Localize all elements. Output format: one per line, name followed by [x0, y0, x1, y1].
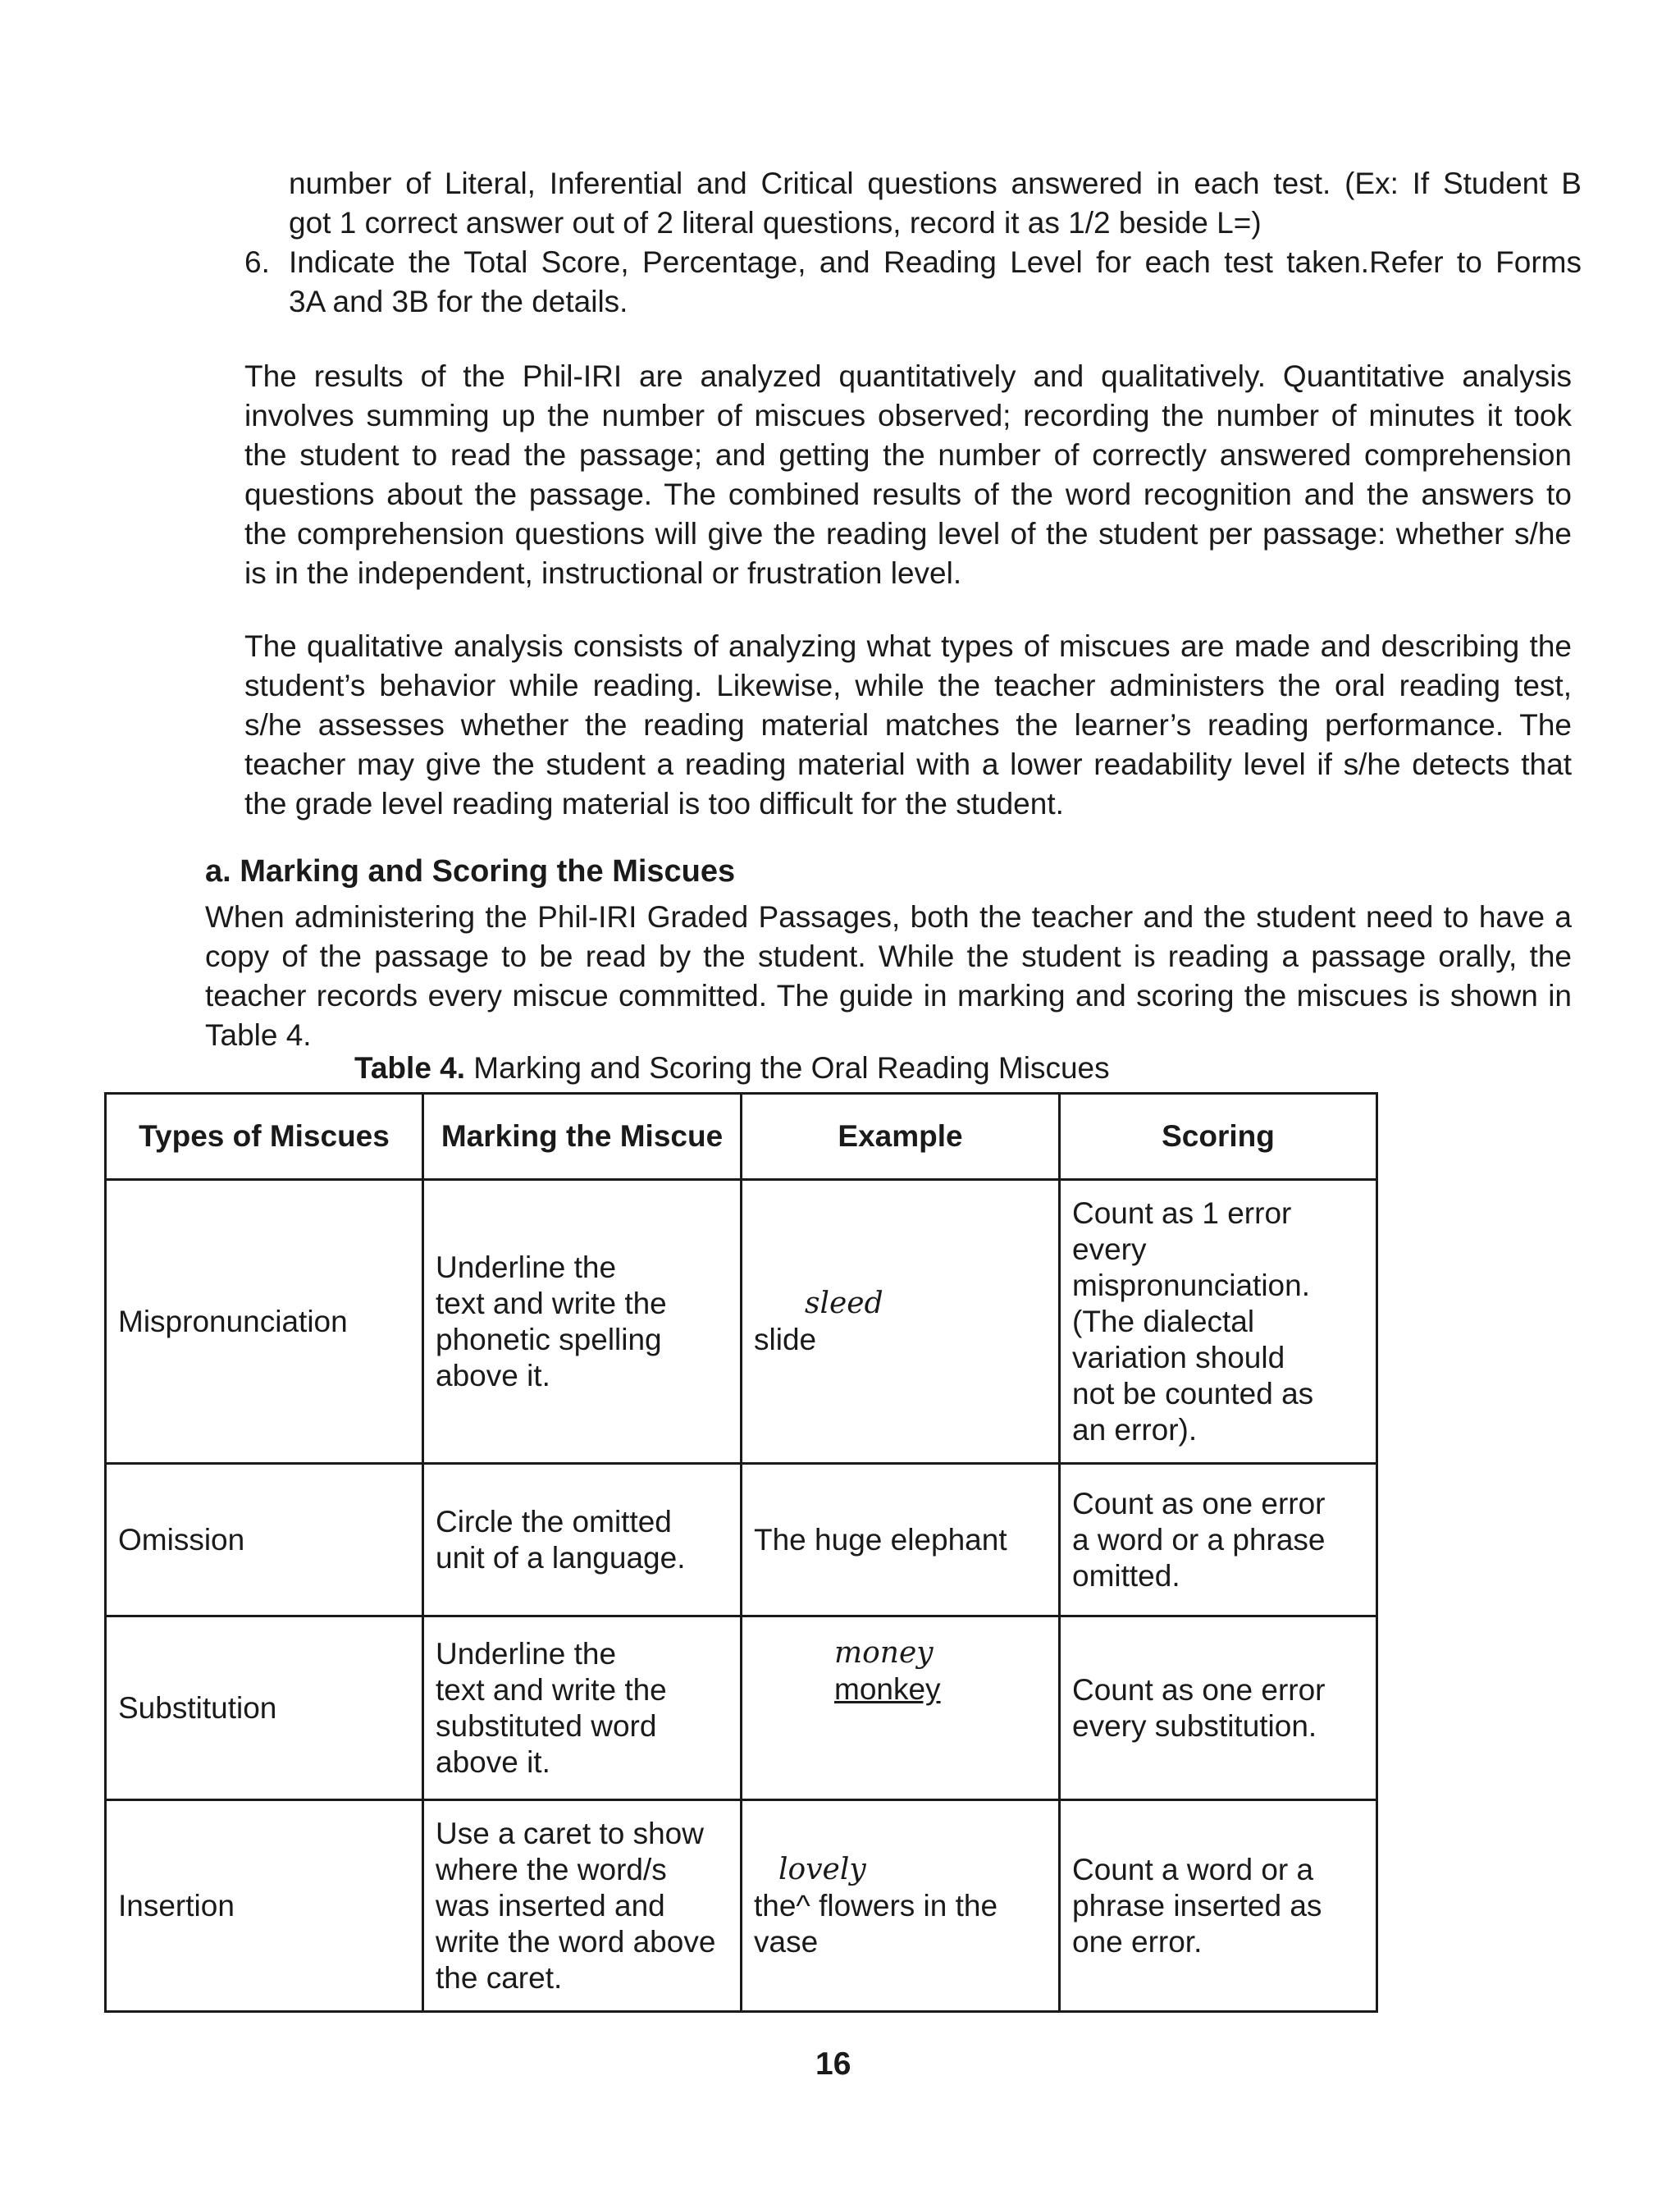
handwritten-annotation: sleed [805, 1286, 883, 1320]
step-6-number: 6. [244, 245, 270, 279]
section-line: When administering the Phil-IRI Graded Passages, both the teacher and the student need to have a [205, 900, 1572, 934]
section-heading: a. Marking and Scoring the Miscues [205, 854, 736, 889]
table-row-mispronunciation [106, 1180, 1377, 1464]
scoring-line: variation should [1072, 1340, 1285, 1374]
table-row-omission [106, 1464, 1377, 1616]
marking-line: the caret. [436, 1960, 563, 1995]
marking-line: text and write the [436, 1286, 667, 1320]
paragraph2-line: teacher may give the student a reading material with a lower readability level if s/he detects that [244, 748, 1572, 781]
miscue-type-cell: Mispronunciation [106, 1180, 423, 1464]
scoring-line: omitted. [1072, 1558, 1180, 1593]
marking-line: Underline the [436, 1636, 617, 1671]
marking-line: unit of a language. [436, 1540, 686, 1575]
example-text: vase [754, 1924, 819, 1959]
handwritten-annotation: lovely [778, 1852, 866, 1886]
marking-cell [423, 1616, 742, 1800]
marking-cell [423, 1800, 742, 2012]
miscue-type-cell: Substitution [106, 1616, 423, 1800]
marking-line: phonetic spelling [436, 1322, 662, 1356]
paragraph2-line: student’s behavior while reading. Likewise, while the teacher administers the oral reading test, [244, 669, 1572, 702]
marking-line: was inserted and [436, 1888, 665, 1923]
table-header-row [106, 1094, 1377, 1180]
example-text: slide [754, 1322, 817, 1356]
example-text: the^ flowers in the [754, 1888, 998, 1923]
table-row-substitution [106, 1616, 1377, 1800]
paragraph1-line: involves summing up the number of miscues observed; recording the number of minutes it took [244, 399, 1572, 432]
handwritten-annotation: money [834, 1636, 934, 1670]
header-types-of-miscues: Types of Miscues [106, 1094, 423, 1180]
paragraph2-line: the grade level reading material is too difficult for the student. [244, 787, 1064, 821]
step-continuation-line-1: number of Literal, Inferential and Critical questions answered in each test. (Ex: If Student B [289, 167, 1582, 200]
scoring-line: every substitution. [1072, 1708, 1317, 1743]
scoring-line: every [1072, 1232, 1147, 1266]
scoring-line: Count a word or a [1072, 1852, 1314, 1886]
paragraph1-line: is in the independent, instructional or frustration level. [244, 556, 962, 590]
scoring-line: mispronunciation. [1072, 1268, 1310, 1302]
scoring-line: Count as one error [1072, 1672, 1326, 1707]
scoring-cell [1060, 1180, 1377, 1464]
marking-line: above it. [436, 1744, 550, 1779]
table-caption-text: Marking and Scoring the Oral Reading Miscues [465, 1051, 1110, 1085]
scoring-line: a word or a phrase [1072, 1522, 1326, 1557]
table-caption [354, 1049, 1110, 1088]
example-cell [742, 1464, 1060, 1616]
marking-cell [423, 1180, 742, 1464]
underlined-example-text: monkey [834, 1672, 941, 1706]
marking-line: text and write the [436, 1672, 667, 1707]
marking-cell [423, 1464, 742, 1616]
scoring-line: Count as one error [1072, 1486, 1326, 1520]
step-continuation-line-2: got 1 correct answer out of 2 literal questions, record it as 1/2 beside L=) [289, 206, 1262, 240]
example-cell [742, 1800, 1060, 2012]
scoring-cell [1060, 1616, 1377, 1800]
paragraph1-line: The results of the Phil-IRI are analyzed quantitatively and qualitatively. Quantitative analysis [244, 359, 1572, 393]
miscue-table [104, 1092, 1378, 2013]
miscue-type-cell: Insertion [106, 1800, 423, 2012]
section-line: copy of the passage to be read by the student. While the student is reading a passage orally, the [205, 940, 1572, 973]
step-6-line-1: Indicate the Total Score, Percentage, and Reading Level for each test taken.Refer to Forms [289, 245, 1582, 279]
marking-line: Use a caret to show [436, 1816, 704, 1850]
table-caption-label: Table 4. [354, 1051, 466, 1085]
scoring-line: Count as 1 error [1072, 1196, 1292, 1230]
marking-line: write the word above [436, 1924, 716, 1959]
step-6-line-2: 3A and 3B for the details. [289, 285, 628, 318]
scoring-line: not be counted as [1072, 1376, 1314, 1410]
marking-line: above it. [436, 1358, 550, 1392]
marking-line: Circle the omitted [436, 1504, 672, 1538]
section-line: teacher records every miscue committed. The guide in marking and scoring the miscues is shown in [205, 979, 1572, 1013]
example-text: The huge elephant [754, 1522, 1007, 1557]
scoring-cell [1060, 1800, 1377, 2012]
header-scoring: Scoring [1060, 1094, 1377, 1180]
marking-line: where the word/s [436, 1852, 667, 1886]
paragraph1-line: questions about the passage. The combined results of the word recognition and the answers to [244, 478, 1572, 511]
paragraph2-line: s/he assesses whether the reading material matches the learner’s reading performance. The [244, 708, 1572, 742]
header-marking-the-miscue: Marking the Miscue [423, 1094, 742, 1180]
page-number: 16 [815, 2046, 851, 2082]
scoring-line: (The dialectal [1072, 1304, 1255, 1338]
marking-line: Underline the [436, 1250, 617, 1284]
scoring-line: an error). [1072, 1412, 1198, 1447]
scoring-line: one error. [1072, 1924, 1203, 1959]
paragraph1-line: the student to read the passage; and getting the number of correctly answered comprehension [244, 438, 1572, 472]
miscue-type-cell: Omission [106, 1464, 423, 1616]
scoring-cell [1060, 1464, 1377, 1616]
paragraph2-line: The qualitative analysis consists of analyzing what types of miscues are made and describing the [244, 629, 1572, 663]
header-example: Example [742, 1094, 1060, 1180]
example-cell [742, 1180, 1060, 1464]
example-cell [742, 1616, 1060, 1800]
marking-line: substituted word [436, 1708, 657, 1743]
section-line: Table 4. [205, 1018, 312, 1052]
table-row-insertion [106, 1800, 1377, 2012]
paragraph1-line: the comprehension questions will give the reading level of the student per passage: whether s/he [244, 517, 1572, 551]
scoring-line: phrase inserted as [1072, 1888, 1322, 1923]
